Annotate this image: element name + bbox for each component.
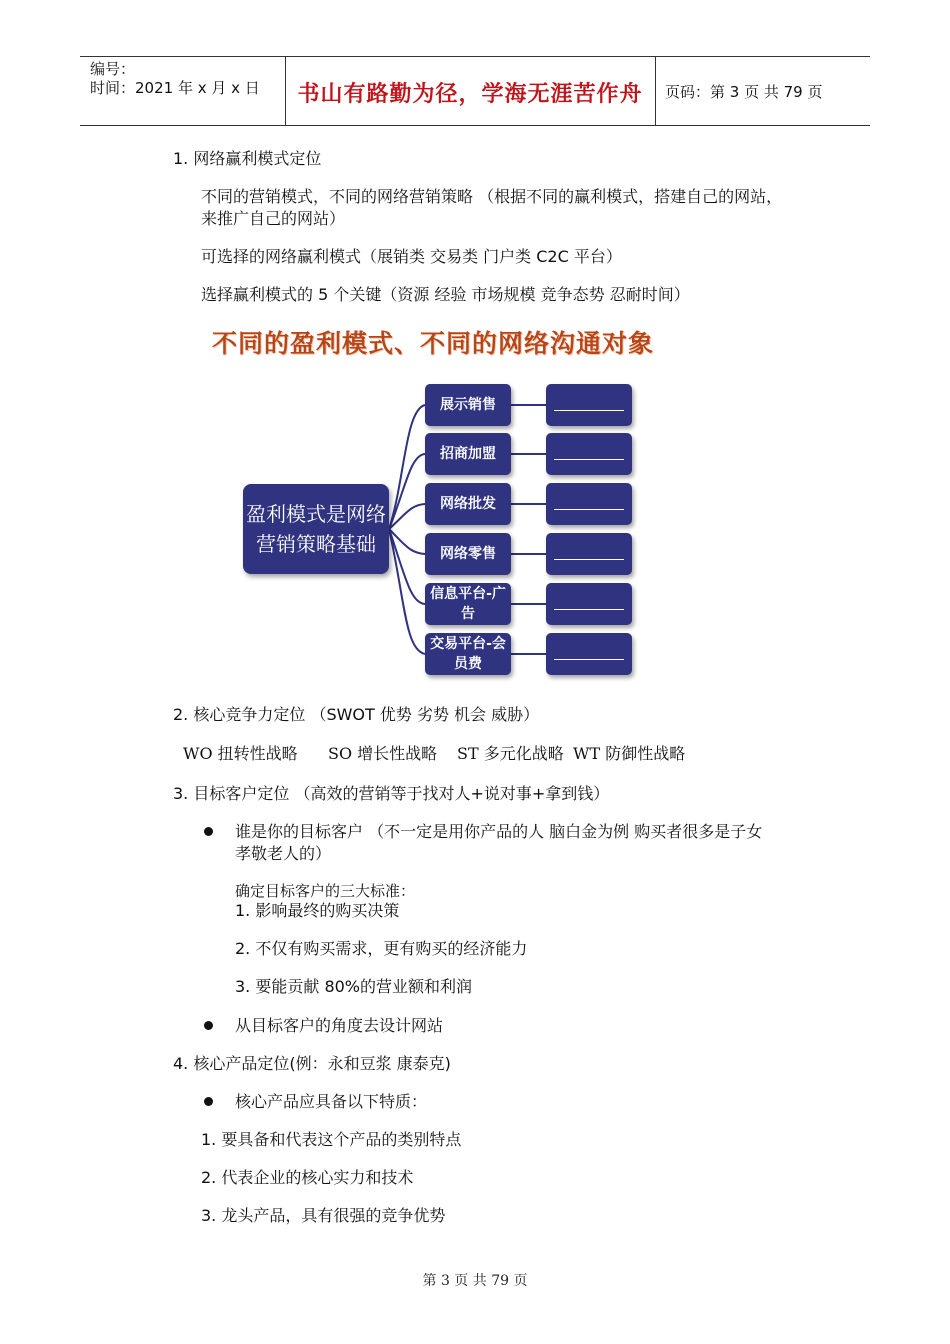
diagram-blank-slot (546, 533, 632, 575)
section-1-paragraph: 选择赢利模式的 5 个关键（资源 经验 市场规模 竞争态势 忍耐时间） (201, 285, 690, 304)
bullet-dot (204, 1021, 213, 1030)
section-1-paragraph-cont: 来推广自己的网站） (201, 209, 346, 228)
diagram-node (425, 633, 511, 675)
section-3-bullet-cont: 孝敬老人的） (235, 844, 332, 863)
blank-underline (554, 559, 624, 560)
connector-line (389, 529, 425, 604)
criteria-item: 3. 要能贡献 80%的营业额和利润 (235, 977, 473, 996)
criteria-item: 1. 影响最终的购买决策 (235, 901, 400, 920)
section-3-bullet: 谁是你的目标客户 （不一定是用你产品的人 脑白金为例 购买者很多是子女 (235, 822, 763, 841)
diagram-blank-slot (546, 483, 632, 525)
swot-strategy: WO 扭转性战略 (183, 744, 298, 763)
diagram-blank-slot (546, 384, 632, 426)
criteria-heading: 确定目标客户的三大标准： (235, 882, 416, 900)
section-4-title: 4. 核心产品定位(例：永和豆浆 康泰克) (173, 1054, 451, 1073)
section-4-item: 1. 要具备和代表这个产品的类别特点 (201, 1130, 462, 1149)
diagram-blank-slot (546, 583, 632, 625)
center-node-line: 盈利模式是网络 (246, 502, 386, 526)
blank-underline (554, 659, 624, 660)
diagram-title: 不同的盈利模式、不同的网络沟通对象 (212, 329, 655, 358)
diagram-blank-slot (546, 433, 632, 475)
section-3-bullet: 从目标客户的角度去设计网站 (235, 1016, 444, 1035)
blank-underline (554, 609, 624, 610)
node-label: 告 (461, 606, 475, 622)
section-1-title: 1. 网络赢利模式定位 (173, 149, 322, 168)
bullet-dot (204, 827, 213, 836)
diagram-node (425, 483, 511, 525)
section-2-title: 2. 核心竞争力定位 （SWOT 优势 劣势 机会 威胁） (173, 705, 540, 724)
blank-underline (554, 459, 624, 460)
diagram-blank-slot (546, 633, 632, 675)
connector-line (389, 454, 425, 529)
diagram-center-node (243, 484, 389, 574)
bullet-dot (204, 1097, 213, 1106)
section-3-title: 3. 目标客户定位 （高效的营销等于找对人+说对事+拿到钱） (173, 784, 610, 803)
connector-line (389, 405, 425, 529)
diagram-node (425, 433, 511, 475)
node-label: 展示销售 (440, 397, 496, 413)
node-label: 招商加盟 (440, 446, 496, 462)
node-label: 员费 (454, 656, 482, 672)
swot-strategy: SO 增长性战略 (328, 744, 438, 763)
diagram-node (425, 533, 511, 575)
header-motto: 书山有路勤为径，学海无涯苦作舟 (297, 81, 643, 107)
document-time-label: 时间：2021 年 x 月 x 日 (90, 79, 260, 97)
diagram-node (425, 583, 511, 625)
section-1-paragraph: 可选择的网络赢利模式（展销类 交易类 门户类 C2C 平台） (201, 247, 622, 266)
section-4-item: 3. 龙头产品，具有很强的竞争优势 (201, 1206, 446, 1225)
node-label: 信息平台-广 (430, 586, 506, 602)
document-number-label: 编号： (90, 60, 136, 78)
node-label: 网络零售 (440, 546, 496, 562)
node-label: 交易平台-会 (430, 636, 506, 652)
page-footer: 第 3 页 共 79 页 (422, 1273, 528, 1289)
criteria-item: 2. 不仅有购买需求，更有购买的经济能力 (235, 939, 528, 958)
swot-strategy: ST 多元化战略 (457, 744, 564, 763)
center-node-line: 营销策略基础 (256, 532, 376, 556)
blank-underline (554, 509, 624, 510)
diagram-node (425, 384, 511, 426)
section-1-paragraph: 不同的营销模式，不同的网络营销策略 （根据不同的赢利模式，搭建自己的网站， (201, 187, 783, 206)
swot-strategy: WT 防御性战略 (573, 744, 686, 763)
node-label: 网络批发 (440, 496, 496, 512)
blank-underline (554, 410, 624, 411)
header-page-info: 页码：第 3 页 共 79 页 (665, 83, 823, 101)
section-4-item: 2. 代表企业的核心实力和技术 (201, 1168, 414, 1187)
section-4-bullet: 核心产品应具备以下特质： (235, 1092, 428, 1111)
